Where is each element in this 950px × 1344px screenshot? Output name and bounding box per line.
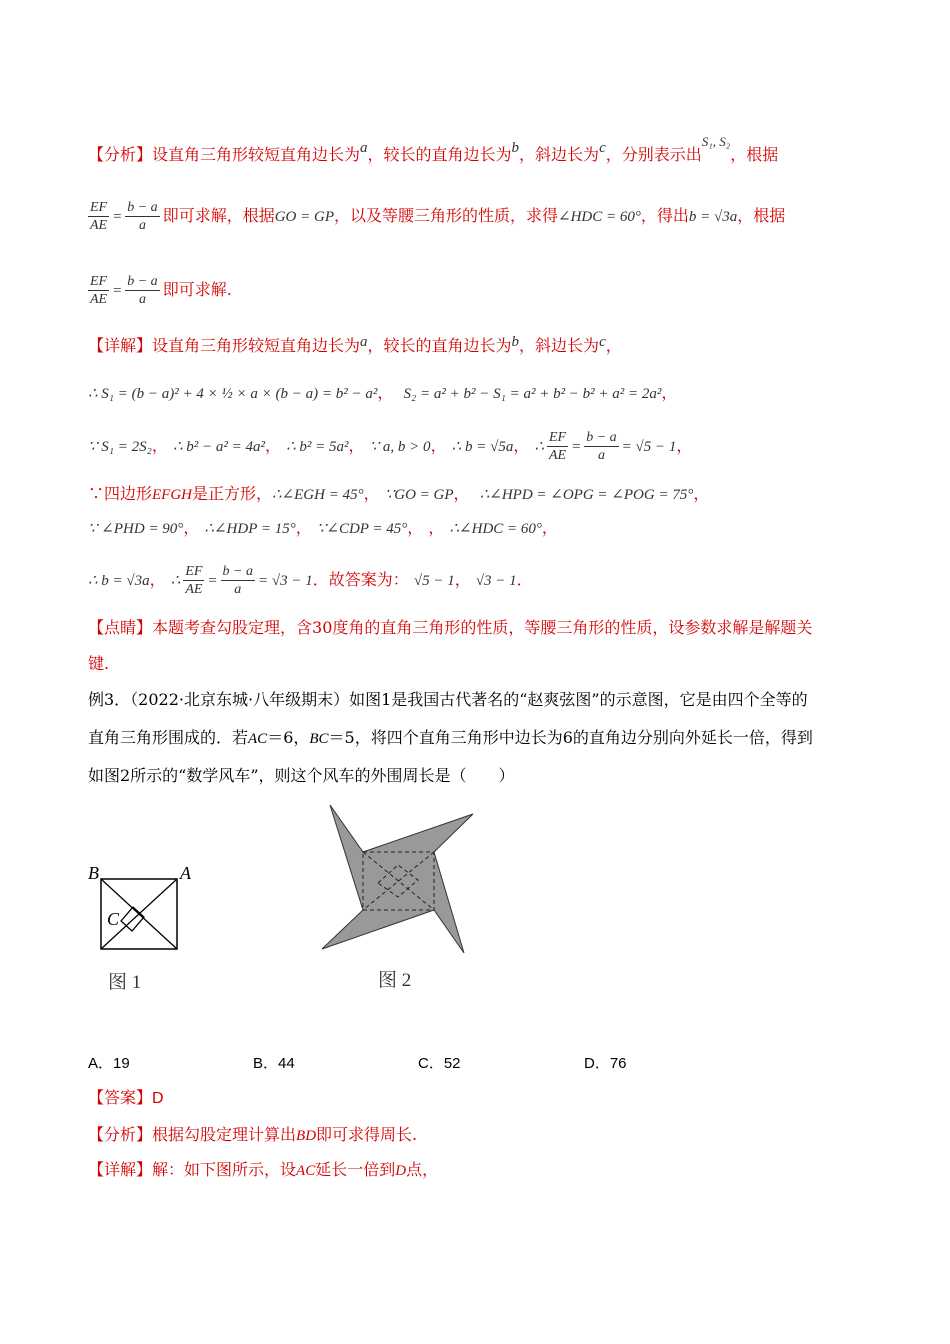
math-b2-5a2: ∴ b² = 5a² [286, 439, 349, 455]
analysis-text: 即可求解. [162, 280, 232, 299]
figure-1-diagram [80, 855, 200, 965]
analysis-text: ，较长的直角边长为 [367, 145, 512, 164]
var-ac: AC [296, 1163, 316, 1179]
analysis-tag: 【分析】 [88, 145, 153, 164]
fraction-b-a: $\frac{b - a}{a}$ [127, 200, 158, 233]
figure-2-windmill [318, 805, 478, 955]
math-result-sqrt5: = √5 − 1 [621, 439, 677, 455]
fraction-ef-ae: $\frac{EF}{AE}$ [185, 564, 203, 597]
var-s1-s2: S₁, S₂ [701, 134, 731, 149]
comment-line-1 [88, 617, 870, 639]
analysis-text: ，根据 [730, 145, 779, 164]
answer-tag: 【答案】 [88, 1088, 153, 1107]
point-c-label: C [107, 909, 120, 929]
choice-d[interactable]: D．76 [584, 1055, 627, 1072]
comment-text: 键. [88, 654, 110, 673]
math-angle-phd: ∵ ∠PHD = 90° [88, 521, 184, 537]
fraction-ef-ae: $\frac{EF}{AE}$ [548, 430, 567, 463]
equation-line-5: ∴ b = √3a， ∴ $\frac{EF}{AE}$ = $\frac{b - a}{a}$ = √3 − 1．故答案为： √5 − 1， √3 − 1． [88, 564, 533, 597]
math-angle-hdc: ∴∠HDC = 60° [449, 521, 542, 537]
windmill-shape [322, 805, 473, 953]
math-ab-positive: ∵ a, b > 0 [369, 439, 431, 455]
analysis-ex3-line: 【分析】根据勾股定理计算出BD即可求得周长. [88, 1125, 418, 1144]
example3-line-1: 例3．（2022·北京东城·八年级期末）如图1是我国古代著名的“赵爽弦图”的示意图，它是由四个全等的 [88, 690, 808, 709]
analysis-text: ，斜边长为 [519, 145, 600, 164]
figure-1-label: 图 1 [108, 972, 142, 993]
comment-tag: 【点睛】 [88, 618, 153, 637]
math-efgh: EFGH [152, 487, 193, 503]
fraction-b-a: $\frac{b - a}{a}$ [127, 274, 158, 307]
analysis-text: ，以及等腰三角形的性质，求得 [334, 206, 559, 225]
fraction-b-a: $\frac{b - a}{a}$ [222, 564, 253, 597]
math-go-gp: ∵GO = GP [384, 487, 454, 503]
analysis-text: 设直角三角形较短直角边长为 [152, 145, 361, 164]
var-b: b [511, 140, 520, 156]
detail-ex3-line: 【详解】解：如下图所示，设AC延长一倍到D点， [88, 1160, 439, 1179]
figure-2-label: 图 2 [378, 970, 412, 991]
analysis-text: ，分别表示出 [605, 145, 702, 164]
choice-a[interactable]: A．19 [88, 1055, 130, 1072]
fraction-ef-ae: $\frac{EF}{AE}$ [90, 200, 108, 233]
var-bc: BC [309, 731, 329, 747]
equation-line-2: ∵ S₁ = 2S₂， ∴ b² − a² = 4a²， ∴ b² = 5a²， ∵ a, b > 0， ∴ b = √5a， ∴ $\frac{EF}{AE}$ = $\frac{b - a}{a}$ = √5 − 1， [88, 430, 693, 463]
answer-line [88, 1087, 870, 1110]
choice-c[interactable]: C．52 [418, 1055, 461, 1072]
detail-tag: 【详解】 [88, 336, 153, 355]
example3-line-2: 直角三角形围成的．若AC＝6，BC＝5，将四个直角三角形中边长为6的直角边分别向外延长一倍，得到 [88, 728, 813, 747]
math-angle-hdc: ∠HDC = 60° [558, 209, 641, 225]
equation-line-1: ∴ S₁ = (b − a)² + 4 × ½ × a × (b − a) = b² − a²， S₂ = a² + b² − S₁ = a² + b² − b² + a² = 2a²， [88, 383, 678, 402]
math-b-sqrt3a: b = √3a [688, 209, 738, 225]
answer-sqrt3: √3 − 1 [475, 573, 517, 589]
var-d: D [395, 1163, 407, 1179]
math-angle-hdp: ∴∠HDP = 15° [204, 521, 296, 537]
math-angle-cdp: ∵∠CDP = 45° [316, 521, 408, 537]
var-a: a [360, 140, 368, 156]
math-b-sqrt3a: ∴ b = √3a [88, 573, 150, 589]
analysis-line-2: $\frac{EF}{AE}$ = $\frac{b - a}{a}$ 即可求解，根据GO = GP，以及等腰三角形的性质，求得∠HDC = 60°，得出b = √3a，根据 [90, 200, 786, 233]
var-b: b [511, 334, 520, 350]
choice-b[interactable]: B．44 [253, 1055, 295, 1072]
math-s2: S₂ = a² + b² − S₁ = a² + b² − b² + a² = 2a² [403, 386, 662, 402]
var-c: c [599, 140, 606, 156]
fraction-b-a: $\frac{b - a}{a}$ [586, 430, 617, 463]
fraction-ef-ae: $\frac{EF}{AE}$ [90, 274, 108, 307]
detail-line-1: 【详解】设直角三角形较短直角边长为a，较长的直角边长为b，斜边长为c， [88, 334, 622, 355]
math-go-gp: GO = GP [274, 209, 334, 225]
answer-sqrt5: √5 − 1 [413, 573, 455, 589]
comment-text: 本题考查勾股定理，含30度角的直角三角形的性质，等腰三角形的性质，设参数求解是解题关 [152, 618, 813, 637]
comment-line-2 [88, 653, 870, 675]
equation-line-4: ∵ ∠PHD = 90°， ∴∠HDP = 15°， ∵∠CDP = 45°， ， ∴∠HDC = 60°， [88, 518, 558, 537]
point-a-label: A [180, 863, 191, 883]
analysis-line-1 [88, 131, 870, 166]
var-bd: BD [296, 1128, 317, 1144]
math-b2-a2: ∴ b² − a² = 4a² [172, 439, 265, 455]
math-result-sqrt3: = √3 − 1 [258, 573, 313, 589]
analysis-text: ，根据 [737, 206, 786, 225]
analysis-text: ，得出 [640, 206, 689, 225]
math-angle-hpd: ∴∠HPD = ∠OPG = ∠POG = 75° [479, 487, 694, 503]
point-b-label: B [88, 863, 99, 883]
example3-line-3: 如图2所示的“数学风车”，则这个风车的外围周长是（ ） [88, 766, 515, 785]
analysis-line-3: $\frac{EF}{AE}$ = $\frac{b - a}{a}$ 即可求解. [90, 274, 232, 307]
math-s1: ∴ S₁ = (b − a)² + 4 × ½ × a × (b − a) = b² − a² [88, 386, 378, 402]
answer-value: D [152, 1090, 164, 1107]
analysis-text: 即可求解，根据 [162, 206, 275, 225]
var-c: c [599, 334, 606, 350]
equation-line-3: ∵四边形EFGH是正方形，∴∠EGH = 45°， ∵GO = GP， ∴∠HPD = ∠OPG = ∠POG = 75°， [88, 484, 710, 503]
math-angle-egh: ∴∠EGH = 45° [272, 487, 364, 503]
detail-tag: 【详解】 [88, 1160, 153, 1179]
math-s1-2s2: ∵ S₁ = 2S₂ [88, 439, 152, 455]
var-ac: AC [248, 731, 268, 747]
var-a: a [360, 334, 368, 350]
analysis-tag: 【分析】 [88, 1125, 153, 1144]
math-b-sqrt5a: ∴ b = √5a [451, 439, 514, 455]
